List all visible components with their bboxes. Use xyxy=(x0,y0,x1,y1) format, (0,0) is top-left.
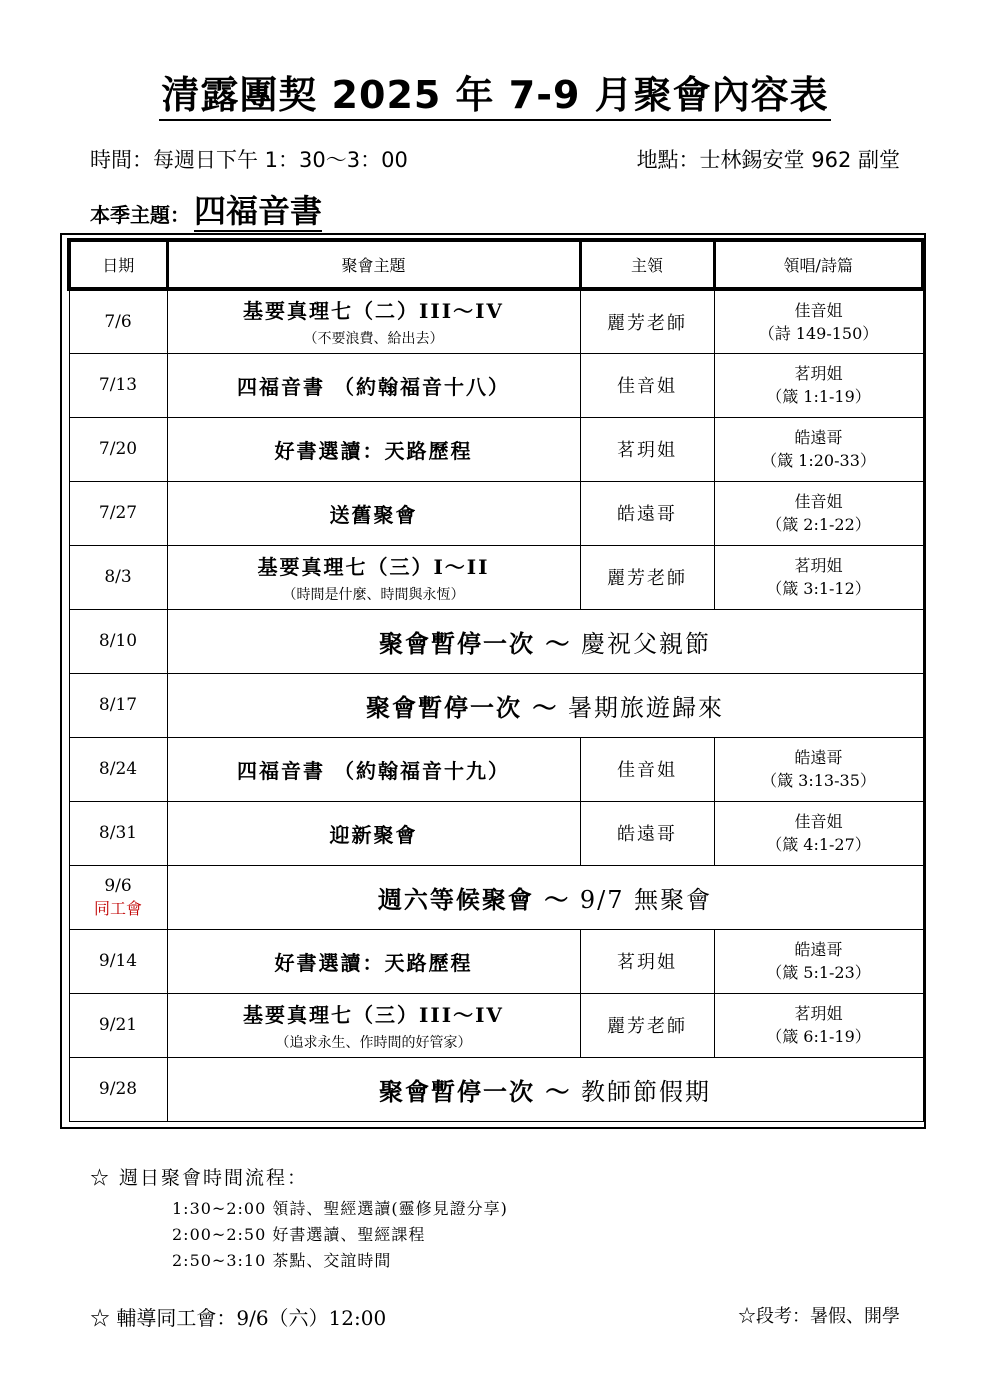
hymn-cell xyxy=(714,545,923,609)
date-cell xyxy=(69,673,167,737)
topic-cell xyxy=(167,737,580,801)
table-row xyxy=(69,481,923,545)
topic-cell xyxy=(167,801,580,865)
table-header-row xyxy=(69,240,923,289)
topic-title: 四福音書 （約翰福音十八） xyxy=(237,374,510,399)
hymn-leader: 佳音姐 xyxy=(794,812,843,831)
pause-cell xyxy=(167,1057,923,1121)
date-cell xyxy=(69,993,167,1057)
topic-title: 送舊聚會 xyxy=(329,502,418,527)
topic-title: 好書選讀：天路歷程 xyxy=(274,438,473,463)
topic-title: 基要真理七（三）I～II xyxy=(257,554,490,579)
hymn-leader: 佳音姐 xyxy=(794,300,843,320)
topic-cell xyxy=(167,993,580,1057)
flow-line: 2:00~2:50 好書選讀、聖經課程 xyxy=(172,1225,426,1244)
leader-cell: 佳音姐 xyxy=(580,737,714,801)
pause-main: 週六等候聚會 ～ xyxy=(377,884,571,914)
date-value: 8/3 xyxy=(104,567,132,587)
table-row xyxy=(69,737,923,801)
schedule-table xyxy=(67,238,925,1122)
leader-cell: 茗玥姐 xyxy=(580,929,714,993)
table-row xyxy=(69,993,923,1057)
hymn-cell xyxy=(714,929,923,993)
meeting-time: 時間：每週日下午 1：30～3：00 xyxy=(90,148,408,172)
date-value: 7/6 xyxy=(104,311,132,332)
date-value: 8/17 xyxy=(98,695,138,715)
hymn-leader: 皓遠哥 xyxy=(794,940,843,959)
date-value: 9/21 xyxy=(98,1015,138,1035)
date-cell xyxy=(69,417,167,481)
hymn-passage: （箴 1:1-19） xyxy=(766,387,871,406)
table-row xyxy=(69,289,923,353)
table-row xyxy=(69,545,923,609)
pause-detail: 教師節假期 xyxy=(571,1077,711,1106)
date-value: 8/10 xyxy=(98,631,138,651)
table-row xyxy=(69,929,923,993)
date-cell xyxy=(69,609,167,673)
hymn-cell xyxy=(714,993,923,1057)
header-hymn: 領唱/詩篇 xyxy=(714,240,923,289)
topic-subtitle: （追求永生、作時間的好管家） xyxy=(275,1034,472,1051)
topic-cell xyxy=(167,545,580,609)
date-cell xyxy=(69,929,167,993)
flow-line: 2:50~3:10 茶點、交誼時間 xyxy=(172,1251,392,1270)
date-cell xyxy=(69,1057,167,1121)
topic-title: 基要真理七（二）III～IV xyxy=(243,299,504,324)
hymn-leader: 茗玥姐 xyxy=(794,1004,843,1023)
pause-main: 聚會暫停一次 ～ xyxy=(366,692,559,722)
pause-main: 聚會暫停一次 ～ xyxy=(379,1076,572,1106)
leader-cell: 麗芳老師 xyxy=(580,289,714,353)
table-row xyxy=(69,417,923,481)
hymn-cell xyxy=(714,481,923,545)
hymn-cell xyxy=(714,353,923,417)
leader-cell: 佳音姐 xyxy=(580,353,714,417)
pause-detail: 9/7 無聚會 xyxy=(570,885,713,914)
topic-title: 基要真理七（三）III～IV xyxy=(243,1002,504,1027)
hymn-passage: （箴 4:1-27） xyxy=(766,835,871,854)
header-date: 日期 xyxy=(69,240,167,289)
topic-cell xyxy=(167,289,580,353)
table-row xyxy=(69,865,923,929)
date-value: 8/31 xyxy=(98,823,138,843)
flow-line: 1:30~2:00 領詩、聖經選讀(靈修見證分享) xyxy=(172,1199,508,1218)
hymn-cell xyxy=(714,801,923,865)
pause-main: 聚會暫停一次 ～ xyxy=(379,628,572,658)
table-row xyxy=(69,801,923,865)
topic-cell xyxy=(167,353,580,417)
table-body xyxy=(69,289,923,1121)
date-cell xyxy=(69,801,167,865)
date-cell xyxy=(69,289,167,353)
theme-label: 本季主題： xyxy=(90,203,190,227)
hymn-passage: （箴 3:13-35） xyxy=(761,771,876,790)
page-title-wrap xyxy=(0,64,990,119)
page-title: 清露團契 2025 年 7-9 月聚會內容表 xyxy=(159,73,830,121)
leader-cell: 皓遠哥 xyxy=(580,481,714,545)
meeting-place: 地點：士林錫安堂 962 副堂 xyxy=(636,148,900,172)
hymn-passage: （箴 5:1-23） xyxy=(766,963,871,982)
date-value: 8/24 xyxy=(98,759,138,779)
date-cell xyxy=(69,481,167,545)
topic-subtitle: （不要浪費、給出去） xyxy=(303,331,444,348)
date-cell xyxy=(69,353,167,417)
date-value: 9/28 xyxy=(98,1079,138,1099)
hymn-passage: （箴 3:1-12） xyxy=(766,579,871,598)
topic-title: 四福音書 （約翰福音十九） xyxy=(237,758,510,783)
header-topic: 聚會主題 xyxy=(167,240,580,289)
table-row xyxy=(69,673,923,737)
hymn-cell xyxy=(714,417,923,481)
date-value: 7/13 xyxy=(98,375,138,395)
hymn-leader: 皓遠哥 xyxy=(794,748,843,767)
date-cell xyxy=(69,865,167,929)
hymn-leader: 皓遠哥 xyxy=(794,428,843,447)
leader-cell: 麗芳老師 xyxy=(580,545,714,609)
flow-title: ☆ 週日聚會時間流程： xyxy=(90,1167,309,1189)
topic-cell xyxy=(167,481,580,545)
date-value: 9/6 xyxy=(104,875,132,896)
topic-subtitle: （時間是什麼、時間與永恆） xyxy=(282,586,465,603)
date-note: 同工會 xyxy=(93,898,142,918)
pause-cell xyxy=(167,865,923,929)
hymn-leader: 茗玥姐 xyxy=(794,364,843,383)
hymn-passage: （箴 1:20-33） xyxy=(761,451,876,470)
topic-cell xyxy=(167,417,580,481)
date-value: 9/14 xyxy=(98,951,138,971)
hymn-passage: （詩 149-150） xyxy=(758,323,879,343)
table-row xyxy=(69,1057,923,1121)
pause-detail: 慶祝父親節 xyxy=(571,629,711,658)
topic-title: 好書選讀：天路歷程 xyxy=(274,950,473,975)
leader-cell: 茗玥姐 xyxy=(580,417,714,481)
hymn-leader: 佳音姐 xyxy=(794,492,843,511)
exam-note: ☆段考：暑假、開學 xyxy=(738,1306,900,1327)
hymn-leader: 茗玥姐 xyxy=(794,556,843,575)
topic-title: 迎新聚會 xyxy=(329,822,418,847)
hymn-cell xyxy=(714,737,923,801)
leader-cell: 皓遠哥 xyxy=(580,801,714,865)
hymn-passage: （箴 2:1-22） xyxy=(766,515,871,534)
staff-meeting-note: ☆ 輔導同工會：9/6（六）12:00 xyxy=(90,1306,387,1330)
date-value: 7/20 xyxy=(98,439,138,459)
pause-cell xyxy=(167,673,923,737)
topic-cell xyxy=(167,929,580,993)
table-row xyxy=(69,353,923,417)
hymn-passage: （箴 6:1-19） xyxy=(766,1027,871,1046)
season-theme xyxy=(90,186,322,232)
date-cell xyxy=(69,737,167,801)
header-leader: 主領 xyxy=(580,240,714,289)
date-value: 7/27 xyxy=(98,503,138,523)
theme-value: 四福音書 xyxy=(194,192,323,230)
hymn-cell xyxy=(714,289,923,353)
date-cell xyxy=(69,545,167,609)
leader-cell: 麗芳老師 xyxy=(580,993,714,1057)
pause-detail: 暑期旅遊歸來 xyxy=(558,693,724,722)
table-row xyxy=(69,609,923,673)
pause-cell xyxy=(167,609,923,673)
